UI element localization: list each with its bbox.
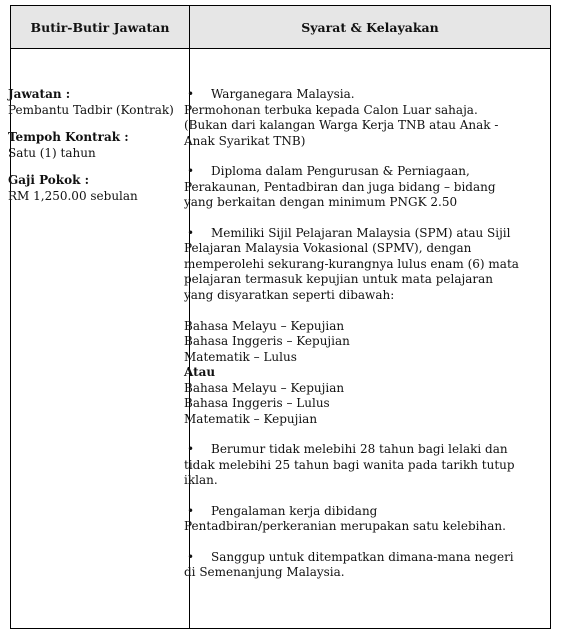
jawatan-value: Pembantu Tadbir (Kontrak)	[8, 102, 174, 117]
table-header-row	[11, 6, 550, 49]
header-butir-jawatan: Butir-Butir Jawatan	[30, 19, 170, 35]
gaji-value: RM 1,250.00 sebulan	[8, 188, 138, 203]
subject-line: Bahasa Melayu – Kepujian	[184, 318, 345, 333]
requirement-diploma	[184, 164, 524, 211]
subject-line: Bahasa Inggeris – Lulus	[184, 396, 330, 410]
subject-line: Matematik – Lulus	[184, 349, 297, 364]
requirement-age	[184, 442, 524, 489]
jawatan-label: Jawatan :	[8, 87, 71, 101]
jawatan-group	[8, 87, 174, 118]
bullet-icon: •	[187, 442, 195, 456]
gaji-label: Gaji Pokok :	[8, 173, 90, 187]
bullet-icon: •	[187, 549, 195, 564]
req-2-text: Diploma dalam Pengurusan & Perniagaan, Perakaunan, Pentadbiran dan juga bidang – bidang yang berkaitan dengan minimum PNGK 2.50	[184, 164, 496, 209]
tempoh-group	[8, 130, 174, 161]
gaji-group	[8, 173, 174, 204]
tempoh-value: Satu (1) tahun	[8, 145, 96, 160]
header-syarat-kelayakan: Syarat & Kelayakan	[301, 19, 439, 35]
subject-line: Bahasa Inggeris – Kepujian	[184, 334, 350, 348]
subject-line: Bahasa Melayu – Kepujian	[184, 380, 345, 395]
job-details-cell	[8, 87, 174, 216]
req-4-text: Berumur tidak melebihi 28 tahun bagi lelaki dan tidak melebihi 25 tahun bagi wanita pada tarikh tutup iklan.	[184, 442, 515, 487]
req-1-line2: Permohonan terbuka kepada Calon Luar sahaja.	[184, 102, 478, 117]
requirement-citizenship	[184, 87, 524, 149]
subject-line: Matematik – Kepujian	[184, 411, 318, 426]
requirements-cell	[184, 87, 524, 596]
bullet-icon: •	[187, 164, 195, 178]
req-6-text: Sanggup untuk ditempatkan dimana-mana negeri di Semenanjung Malaysia.	[184, 549, 514, 579]
requirement-experience	[184, 504, 524, 535]
req-1-text: Warganegara Malaysia.	[211, 87, 355, 101]
req-3-text: Memiliki Sijil Pelajaran Malaysia (SPM) atau Sijil Pelajaran Malaysia Vokasional (SPMV), dengan memperolehi sekurang-kurangnya lulus enam (6) mata pelajaran termasuk kepujian untuk mata pelajaran yang disyaratkan seperti dibawah:	[184, 225, 519, 302]
bullet-icon: •	[187, 503, 195, 518]
requirement-spm	[184, 226, 524, 428]
bullet-icon: •	[187, 225, 195, 240]
req-5-text: Pengalaman kerja dibidang Pentadbiran/perkeranian merupakan satu kelebihan.	[184, 503, 506, 533]
atau-label: Atau	[184, 365, 216, 379]
req-1-line3: (Bukan dari kalangan Warga Kerja TNB atau Anak - Anak Syarikat TNB)	[184, 118, 499, 148]
requirement-relocation	[184, 550, 524, 581]
bullet-icon: •	[187, 87, 195, 101]
tempoh-label: Tempoh Kontrak :	[8, 130, 129, 144]
